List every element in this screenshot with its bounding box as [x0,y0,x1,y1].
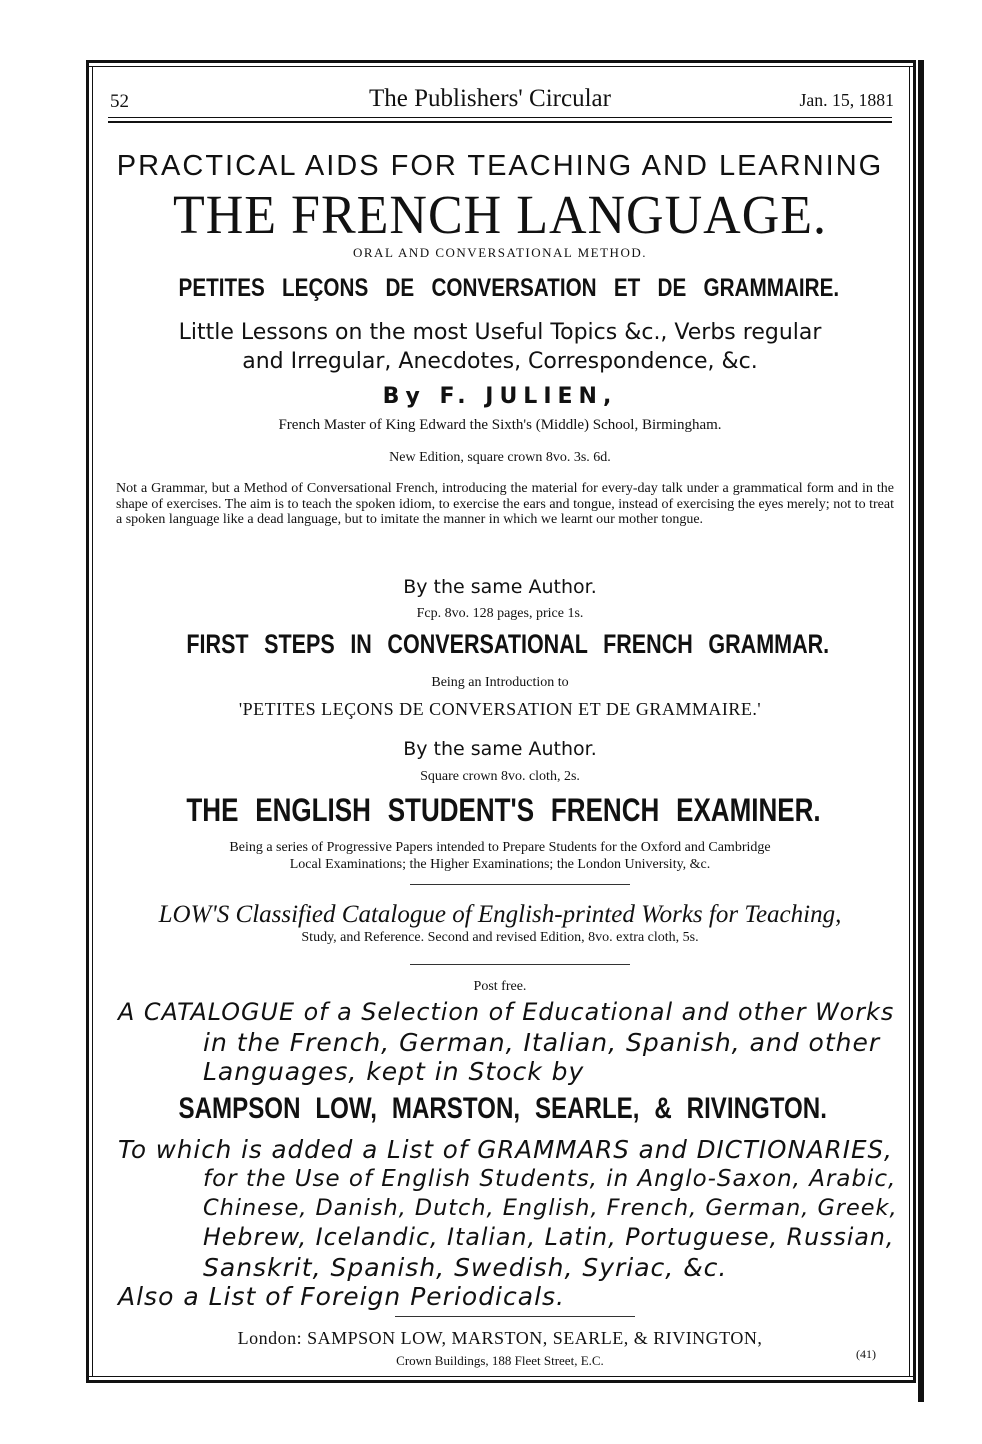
page-number: 52 [110,91,129,112]
same-author-heading-2: By the same Author. [403,738,597,760]
author-byline: By F. JULIEN, [382,384,618,409]
border-bottom-inner [88,1376,916,1377]
book-title-petites-lecons: PETITES LEÇONS DE CONVERSATION ET DE GRAMMAIRE. [178,274,840,302]
examiner-description-2: Local Examinations; the Higher Examinations; the London University, &c. [289,857,711,872]
header-rule-thick [108,121,892,123]
page-edge-shadow [918,60,924,1402]
border-left-inner [92,66,93,1377]
catalogue-line-3: Languages, kept in Stock by [203,1057,585,1086]
examiner-description-1: Being a series of Progressive Papers intended to Prepare Students for the Oxford and Cambridge [229,840,771,855]
advert-number: (41) [856,1347,876,1361]
examiner-price: Square crown 8vo. cloth, 2s. [420,769,580,784]
publisher-name: SAMPSON LOW, MARSTON, SEARLE, & RIVINGTON. [178,1092,827,1125]
post-free-note: Post free. [473,979,527,994]
grammars-list-line-2: for the Use of English Students, in Anglo-Saxon, Arabic, [203,1166,897,1192]
border-right-outer [913,60,916,1383]
book-subtitle-line-2: and Irregular, Anecdotes, Correspondence, &c. [242,349,758,374]
grammars-list-line-4: Hebrew, Icelandic, Italian, Latin, Portuguese, Russian, [203,1223,895,1251]
author-credentials: French Master of King Edward the Sixth's (Middle) School, Birmingham. [278,417,722,433]
header-rule-thin [108,117,892,118]
lows-catalogue-title: LOW'S Classified Catalogue of English-printed Works for Teaching, [158,901,842,928]
being-introduction: Being an Introduction to [431,675,569,690]
catalogue-line-2: in the French, German, Italian, Spanish, and other [203,1028,881,1057]
book-title-examiner: THE ENGLISH STUDENT'S FRENCH EXAMINER. [186,792,821,828]
lows-catalogue-details: Study, and Reference. Second and revised Edition, 8vo. extra cloth, 5s. [301,930,699,945]
first-steps-price: Fcp. 8vo. 128 pages, price 1s. [416,606,584,621]
book-subtitle-line-1: Little Lessons on the most Useful Topics &c., Verbs regular [178,320,822,345]
border-top-outer [88,60,916,63]
border-left-outer [86,60,89,1383]
border-right-inner [909,66,910,1377]
divider-1 [410,884,630,885]
headline-french-language: THE FRENCH LANGUAGE. [172,185,828,246]
issue-date: Jan. 15, 1881 [799,90,894,110]
divider-3 [395,1316,635,1317]
edition-price: New Edition, square crown 8vo. 3s. 6d. [389,450,611,465]
same-author-heading-1: By the same Author. [403,576,597,598]
grammars-list-line-5: Sanskrit, Spanish, Swedish, Syriac, &c. [203,1253,728,1282]
publisher-address: Crown Buildings, 188 Fleet Street, E.C. [396,1353,604,1368]
divider-2 [410,964,630,965]
petites-lecons-quote: 'PETITES LEÇONS DE CONVERSATION ET DE GRAMMAIRE.' [238,699,762,719]
publication-title: The Publishers' Circular [369,85,611,112]
publisher-imprint: London: SAMPSON LOW, MARSTON, SEARLE, & RIVINGTON, [237,1328,763,1348]
headline-practical-aids: PRACTICAL AIDS FOR TEACHING AND LEARNING [116,150,884,182]
book-description: Not a Grammar, but a Method of Conversational French, introducing the material for every-day talk under a grammatical form and in the shape of exercises. The aim is to teach the spoken idiom, to exercise the ears and tongue, instead of exercising the eyes merely; not to treat a spoken language like a dead language, but to imitate the manner in which we learnt our mother tongue. [116,481,894,527]
periodicals-line: Also a List of Foreign Periodicals. [118,1282,565,1311]
grammars-list-line-3: Chinese, Danish, Dutch, English, French, German, Greek, [203,1195,898,1221]
subheading-oral-method: ORAL AND CONVERSATIONAL METHOD. [353,245,647,260]
border-bottom-outer [88,1380,916,1383]
border-top-inner [88,66,916,67]
catalogue-line-1: A CATALOGUE of a Selection of Educational and other Works [118,998,895,1026]
book-title-first-steps: FIRST STEPS IN CONVERSATIONAL FRENCH GRAMMAR. [186,629,830,659]
grammars-list-line-1: To which is added a List of GRAMMARS and DICTIONARIES, [118,1135,893,1164]
